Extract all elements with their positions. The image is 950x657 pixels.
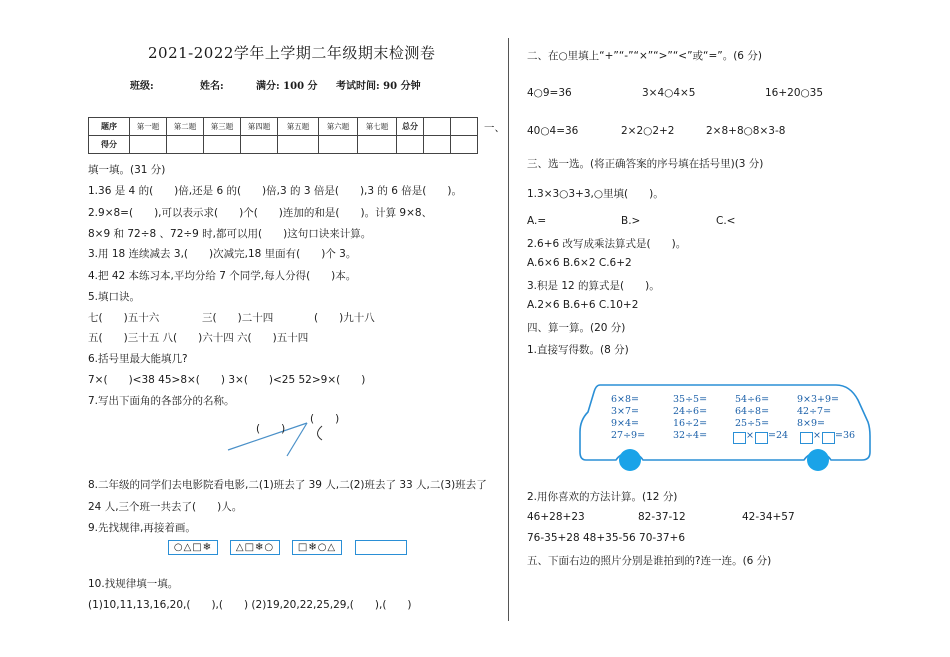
score-table-header-row — [89, 118, 478, 136]
question-6-row: 7×( )<38 45>8×( ) 3×( )<25 52>9×( ) — [88, 374, 366, 386]
compare-item: 16+20○35 — [765, 87, 824, 99]
question-7: 7.写出下面角的各部分的名称。 — [88, 395, 235, 407]
table-cell[interactable] — [130, 136, 167, 154]
bus-problem: 35÷5= — [673, 394, 708, 405]
table-cell[interactable] — [204, 136, 241, 154]
question-2-line-1: 2.9×8=( ),可以表示求( )个( )连加的和是( )。计算 9×8、 — [88, 207, 433, 219]
pattern-group: □❄○△ — [292, 540, 342, 555]
question-8-line-1: 8.二年级的同学们去电影院看电影,二(1)班去了 39 人,二(2)班去了 33 人,二(3)班去了 — [88, 479, 487, 491]
page-title: 2021-2022学年上学期二年级期末检测卷 — [148, 44, 436, 62]
choice-question-2: 2.6+6 改写成乘法算式是( )。 — [527, 238, 687, 250]
section-3-heading: 三、选一选。(将正确答案的序号填在括号里)(3 分) — [527, 158, 764, 170]
table-cell[interactable] — [397, 136, 424, 154]
compare-item: 2×8+8○8×3-8 — [706, 125, 786, 137]
bus-problem: 8×9= — [797, 418, 826, 429]
question-10-row: (1)10,11,13,16,20,( ),( ) (2)19,20,22,25,29,( ),( ) — [88, 599, 412, 611]
table-cell — [424, 118, 451, 136]
question-5-item: ( )九十八 — [314, 312, 375, 324]
bus-problem: 24÷6= — [673, 406, 708, 417]
exam-time: 考试时间: 90 分钟 — [336, 81, 421, 92]
table-cell: 第三题 — [204, 118, 241, 136]
question-10: 10.找规律填一填。 — [88, 578, 179, 590]
question-1: 1.36 是 4 的( )倍,还是 6 的( )倍,3 的 3 倍是( ),3 的 6 倍是( )。 — [88, 185, 462, 197]
table-cell[interactable] — [319, 136, 358, 154]
question-6: 6.括号里最大能填几? — [88, 353, 188, 365]
choice-options: A.2×6 B.6+6 C.10+2 — [527, 299, 639, 311]
question-2-line-2: 8×9 和 72÷8 、72÷9 时,都可以用( )这句口诀来计算。 — [88, 228, 372, 240]
calc-item: 46+28+23 — [527, 511, 585, 523]
choice-option: A.= — [527, 215, 547, 227]
box-equation-result: =24 — [768, 430, 789, 441]
calc-question-2: 2.用你喜欢的方法计算。(12 分) — [527, 491, 678, 503]
compare-item: 4○9=36 — [527, 87, 572, 99]
angle-label-blank: ( ) — [310, 413, 340, 425]
wheel-icon — [807, 449, 829, 471]
compare-item: 2×2○2+2 — [621, 125, 675, 137]
bus-problem: 54÷6= — [735, 394, 770, 405]
section-2-heading: 二、在○里填上“+”“-”“×”“>”“<”或“=”。(6 分) — [527, 50, 762, 62]
question-8-line-2: 24 人,三个班一共去了( )人。 — [88, 501, 243, 513]
question-5-item: 三( )二十四 — [202, 312, 274, 324]
table-cell[interactable] — [451, 136, 478, 154]
score-table — [88, 117, 478, 154]
bus-problem: 32÷4= — [673, 430, 708, 441]
table-cell — [451, 118, 478, 136]
times-sign: × — [746, 430, 754, 441]
answer-box[interactable] — [822, 432, 835, 444]
margin-mark: 一、 — [484, 122, 505, 134]
pattern-group: △□❄○ — [230, 540, 280, 555]
table-cell: 总分 — [397, 118, 424, 136]
angle-arc-icon — [318, 426, 323, 440]
answer-box[interactable] — [755, 432, 768, 444]
table-cell: 第七题 — [358, 118, 397, 136]
table-cell[interactable] — [424, 136, 451, 154]
bus-problem: 9×4= — [611, 418, 640, 429]
section-1-heading: 填一填。(31 分) — [88, 164, 166, 176]
section-5-heading: 五、下面右边的照片分别是谁拍到的?连一连。(6 分) — [527, 555, 772, 567]
table-cell: 得分 — [89, 136, 130, 154]
table-cell: 第一题 — [130, 118, 167, 136]
angle-ray — [287, 423, 307, 456]
table-cell: 题序 — [89, 118, 130, 136]
bus-problem: 27÷9= — [611, 430, 646, 441]
calc-row: 76-35+28 48+35-56 70-37+6 — [527, 532, 686, 544]
bus-problem: 64÷8= — [735, 406, 770, 417]
table-cell[interactable] — [167, 136, 204, 154]
compare-item: 40○4=36 — [527, 125, 579, 137]
table-cell[interactable] — [278, 136, 319, 154]
full-score: 满分: 100 分 — [256, 81, 318, 92]
score-table-score-row — [89, 136, 478, 154]
pattern-group: ○△□❄ — [168, 540, 218, 555]
answer-box[interactable] — [733, 432, 746, 444]
table-cell: 第六题 — [319, 118, 358, 136]
table-cell: 第二题 — [167, 118, 204, 136]
table-cell: 第四题 — [241, 118, 278, 136]
table-cell[interactable] — [358, 136, 397, 154]
bus-problem: 9×3+9= — [797, 394, 840, 405]
choice-option: C.< — [716, 215, 736, 227]
name-label: 姓名: — [200, 81, 224, 92]
angle-label-blank: ( ) — [256, 423, 286, 435]
calc-question-1: 1.直接写得数。(8 分) — [527, 344, 629, 356]
pattern-answer-box[interactable] — [355, 540, 407, 555]
bus-problem: 6×8= — [611, 394, 640, 405]
calc-item: 42-34+57 — [742, 511, 795, 523]
compare-item: 3×4○4×5 — [642, 87, 696, 99]
choice-options: A.6×6 B.6×2 C.6+2 — [527, 257, 632, 269]
question-4: 4.把 42 本练习本,平均分给 7 个同学,每人分得( )本。 — [88, 270, 357, 282]
bus-problem: 16÷2= — [673, 418, 708, 429]
section-4-heading: 四、算一算。(20 分) — [527, 322, 626, 334]
bus-problem: 42÷7= — [797, 406, 832, 417]
bus-problem: 3×7= — [611, 406, 640, 417]
box-equation-result: =36 — [835, 430, 856, 441]
calc-item: 82-37-12 — [638, 511, 686, 523]
choice-question-1: 1.3×3○3+3,○里填( )。 — [527, 188, 664, 200]
choice-question-3: 3.积是 12 的算式是( )。 — [527, 280, 660, 292]
bus-problem: 25÷5= — [735, 418, 770, 429]
answer-box[interactable] — [800, 432, 813, 444]
class-label: 班级: — [130, 81, 154, 92]
times-sign: × — [813, 430, 821, 441]
question-3: 3.用 18 连续减去 3,( )次减完,18 里面有( )个 3。 — [88, 248, 357, 260]
wheel-icon — [619, 449, 641, 471]
question-5-item: 七( )五十六 — [88, 312, 160, 324]
column-divider — [508, 38, 509, 621]
choice-option: B.> — [621, 215, 641, 227]
table-cell: 第五题 — [278, 118, 319, 136]
table-cell[interactable] — [241, 136, 278, 154]
question-5: 5.填口诀。 — [88, 291, 141, 303]
question-9: 9.先找规律,再接着画。 — [88, 522, 196, 534]
question-5-row-2: 五( )三十五 八( )六十四 六( )五十四 — [88, 332, 309, 344]
